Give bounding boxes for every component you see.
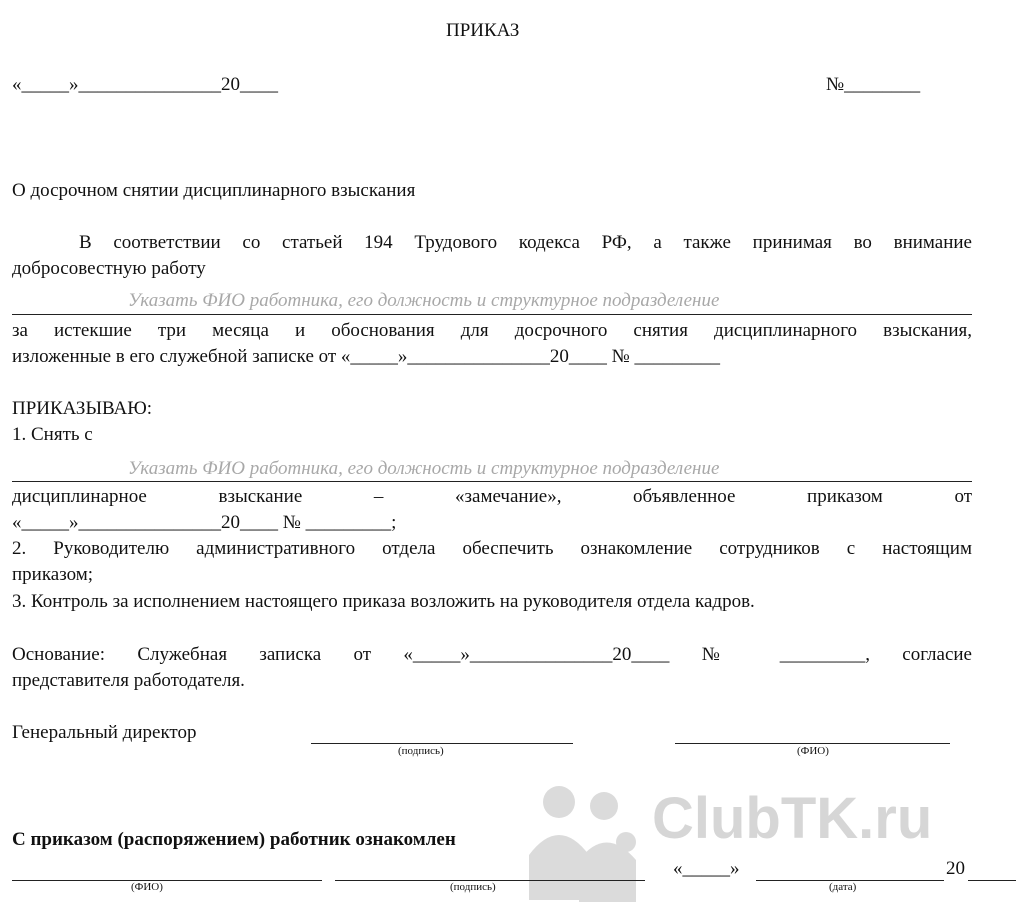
- item-1-continuation: дисциплинарное взыскание – «замечание», объявленное приказом от: [12, 486, 972, 507]
- item-3: 3. Контроль за исполнением настоящего приказа возложить на руководителя отдела кадров.: [12, 591, 755, 612]
- preamble-line-2: добросовестную работу: [12, 258, 206, 279]
- ack-date-caption: (дата): [829, 881, 857, 893]
- employee-hint-2: Указать ФИО работника, его должность и структурное подразделение: [128, 458, 720, 479]
- basis-line-2: представителя работодателя.: [12, 670, 245, 691]
- order-date-field[interactable]: «_____»_______________20____: [12, 74, 278, 95]
- watermark-text: ClubTK.ru: [652, 786, 933, 851]
- preamble-line-1: В соответствии со статьей 194 Трудового кодекса РФ, а также принимая во внимание: [79, 232, 972, 253]
- ack-year-line[interactable]: [968, 880, 1016, 881]
- page-title: ПРИКАЗ: [446, 20, 520, 41]
- employee-hint-1: Указать ФИО работника, его должность и структурное подразделение: [128, 290, 720, 311]
- ack-date-quotes[interactable]: «_____»: [673, 858, 740, 879]
- director-name-caption: (ФИО): [797, 745, 829, 757]
- ack-year-prefix: 20: [946, 858, 965, 879]
- employee-fio-line[interactable]: [12, 880, 322, 881]
- item-2-line-2: приказом;: [12, 564, 94, 585]
- order-number-field[interactable]: №________: [826, 74, 921, 95]
- item-2-line-1: 2. Руководителю административного отдела обеспечить ознакомление сотрудников с настоящим: [12, 538, 972, 559]
- preamble-line-3: за истекшие три месяца и обоснования для досрочного снятия дисциплинарного взыскания,: [12, 320, 972, 341]
- order-subject: О досрочном снятии дисциплинарного взыскания: [12, 180, 416, 201]
- order-heading: ПРИКАЗЫВАЮ:: [12, 398, 153, 419]
- acknowledgement-heading: С приказом (распоряжением) работник ознакомлен: [12, 829, 456, 850]
- preamble-line-4: изложенные в его служебной записке от «_____»_______________20____ № _________: [12, 346, 721, 367]
- item-1-date: «_____»_______________20____ № _________;: [12, 512, 397, 533]
- employee-fio-caption: (ФИО): [131, 881, 163, 893]
- employee-line-2[interactable]: [12, 481, 972, 482]
- employee-line-1[interactable]: [12, 314, 972, 315]
- item-1-start: 1. Снять с: [12, 424, 93, 445]
- director-title: Генеральный директор: [12, 722, 197, 743]
- director-signature-line[interactable]: [311, 743, 573, 744]
- basis-line-1: Основание: Служебная записка от «_____»_______________20____ № _________, согласие: [12, 644, 972, 665]
- employee-signature-caption: (подпись): [450, 881, 496, 893]
- director-signature-caption: (подпись): [398, 745, 444, 757]
- director-name-line[interactable]: [675, 743, 950, 744]
- people-logo-icon: [514, 780, 654, 910]
